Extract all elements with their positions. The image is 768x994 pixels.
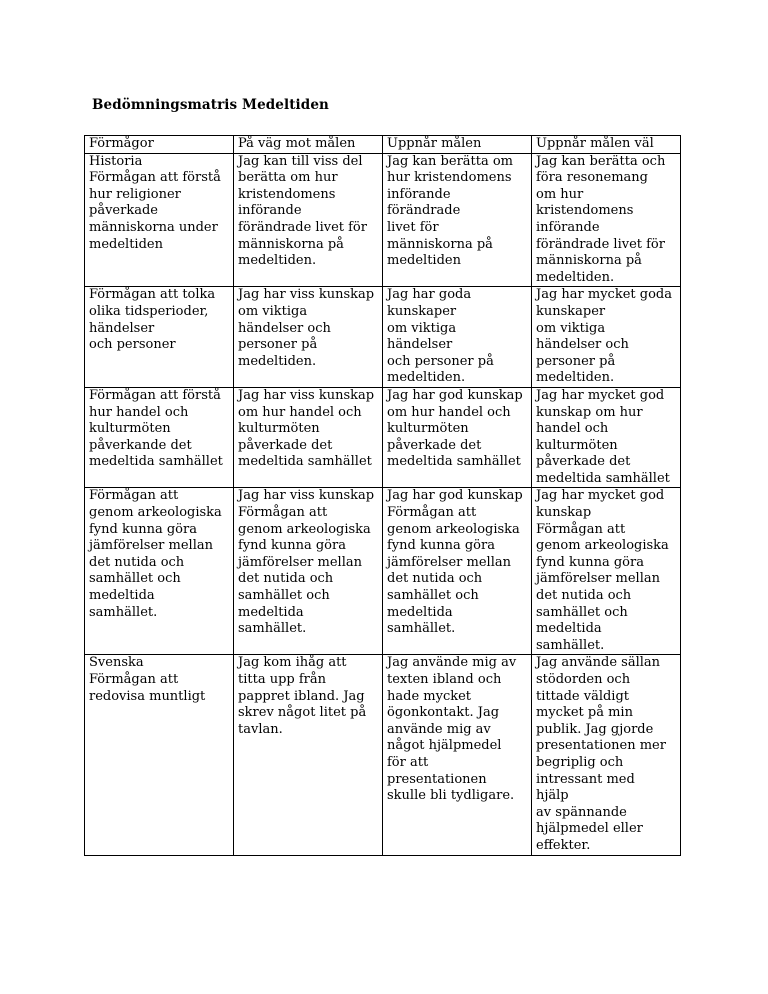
table-row [85, 287, 681, 388]
table-cell: Jag har viss kunskap om viktiga händelser och personer på medeltiden. [234, 287, 383, 388]
table-cell: Jag har god kunskap om hur handel och kulturmöten påverkade det medeltida samhället [383, 387, 532, 488]
header-cell-abilities: Förmågor [85, 136, 234, 154]
table-cell: Jag har god kunskap Förmågan att genom arkeologiska fynd kunna göra jämförelser mellan det nutida och samhället och medeltida samhället. [383, 488, 532, 655]
table-cell: Jag kan berätta och föra resonemang om hur kristendomens införande förändrade livet för människorna på medeltiden. [532, 153, 681, 287]
table-row [85, 153, 681, 287]
table-cell: Förmågan att genom arkeologiska fynd kunna göra jämförelser mellan det nutida och samhället och medeltida samhället. [85, 488, 234, 655]
table-cell: Jag har mycket goda kunskaper om viktiga händelser och personer på medeltiden. [532, 287, 681, 388]
table-cell: Jag har mycket god kunskap om hur handel och kulturmöten påverkade det medeltida samhället [532, 387, 681, 488]
table-cell: Jag har mycket god kunskap Förmågan att genom arkeologiska fynd kunna göra jämförelser mellan det nutida och samhället och medeltida samhället. [532, 488, 681, 655]
table-cell: Jag har goda kunskaper om viktiga händelser och personer på medeltiden. [383, 287, 532, 388]
assessment-matrix-table [84, 135, 681, 856]
header-cell-meets-goals-well: Uppnår målen väl [532, 136, 681, 154]
document-title: Bedömningsmatris Medeltiden [92, 97, 329, 113]
table-cell: Svenska Förmågan att redovisa muntligt [85, 655, 234, 855]
header-cell-meets-goals: Uppnår målen [383, 136, 532, 154]
table-cell: Jag har viss kunskap om hur handel och kulturmöten påverkade det medeltida samhället [234, 387, 383, 488]
table-cell: Jag använde sällan stödorden och tittade väldigt mycket på min publik. Jag gjorde presentationen mer begriplig och intressant med hjälp av spännande hjälpmedel eller effekter. [532, 655, 681, 855]
table-cell: Förmågan att tolka olika tidsperioder, händelser och personer [85, 287, 234, 388]
table-cell: Förmågan att förstå hur handel och kulturmöten påverkande det medeltida samhället [85, 387, 234, 488]
table-cell: Jag kom ihåg att titta upp från pappret ibland. Jag skrev något litet på tavlan. [234, 655, 383, 855]
header-cell-approaching-goals: På väg mot målen [234, 136, 383, 154]
table-cell: Jag använde mig av texten ibland och hade mycket ögonkontakt. Jag använde mig av något hjälpmedel för att presentationen skulle bli tydligare. [383, 655, 532, 855]
table-cell: Jag har viss kunskap Förmågan att genom arkeologiska fynd kunna göra jämförelser mellan det nutida och samhället och medeltida samhället. [234, 488, 383, 655]
table-row [85, 655, 681, 855]
table-cell: Jag kan berätta om hur kristendomens införande förändrade livet för människorna på medeltiden [383, 153, 532, 287]
table-header-row [85, 136, 681, 154]
table-row [85, 488, 681, 655]
table-row [85, 387, 681, 488]
table-cell: Jag kan till viss del berätta om hur kristendomens införande förändrade livet för människorna på medeltiden. [234, 153, 383, 287]
table-cell: Historia Förmågan att förstå hur religioner påverkade människorna under medeltiden [85, 153, 234, 287]
